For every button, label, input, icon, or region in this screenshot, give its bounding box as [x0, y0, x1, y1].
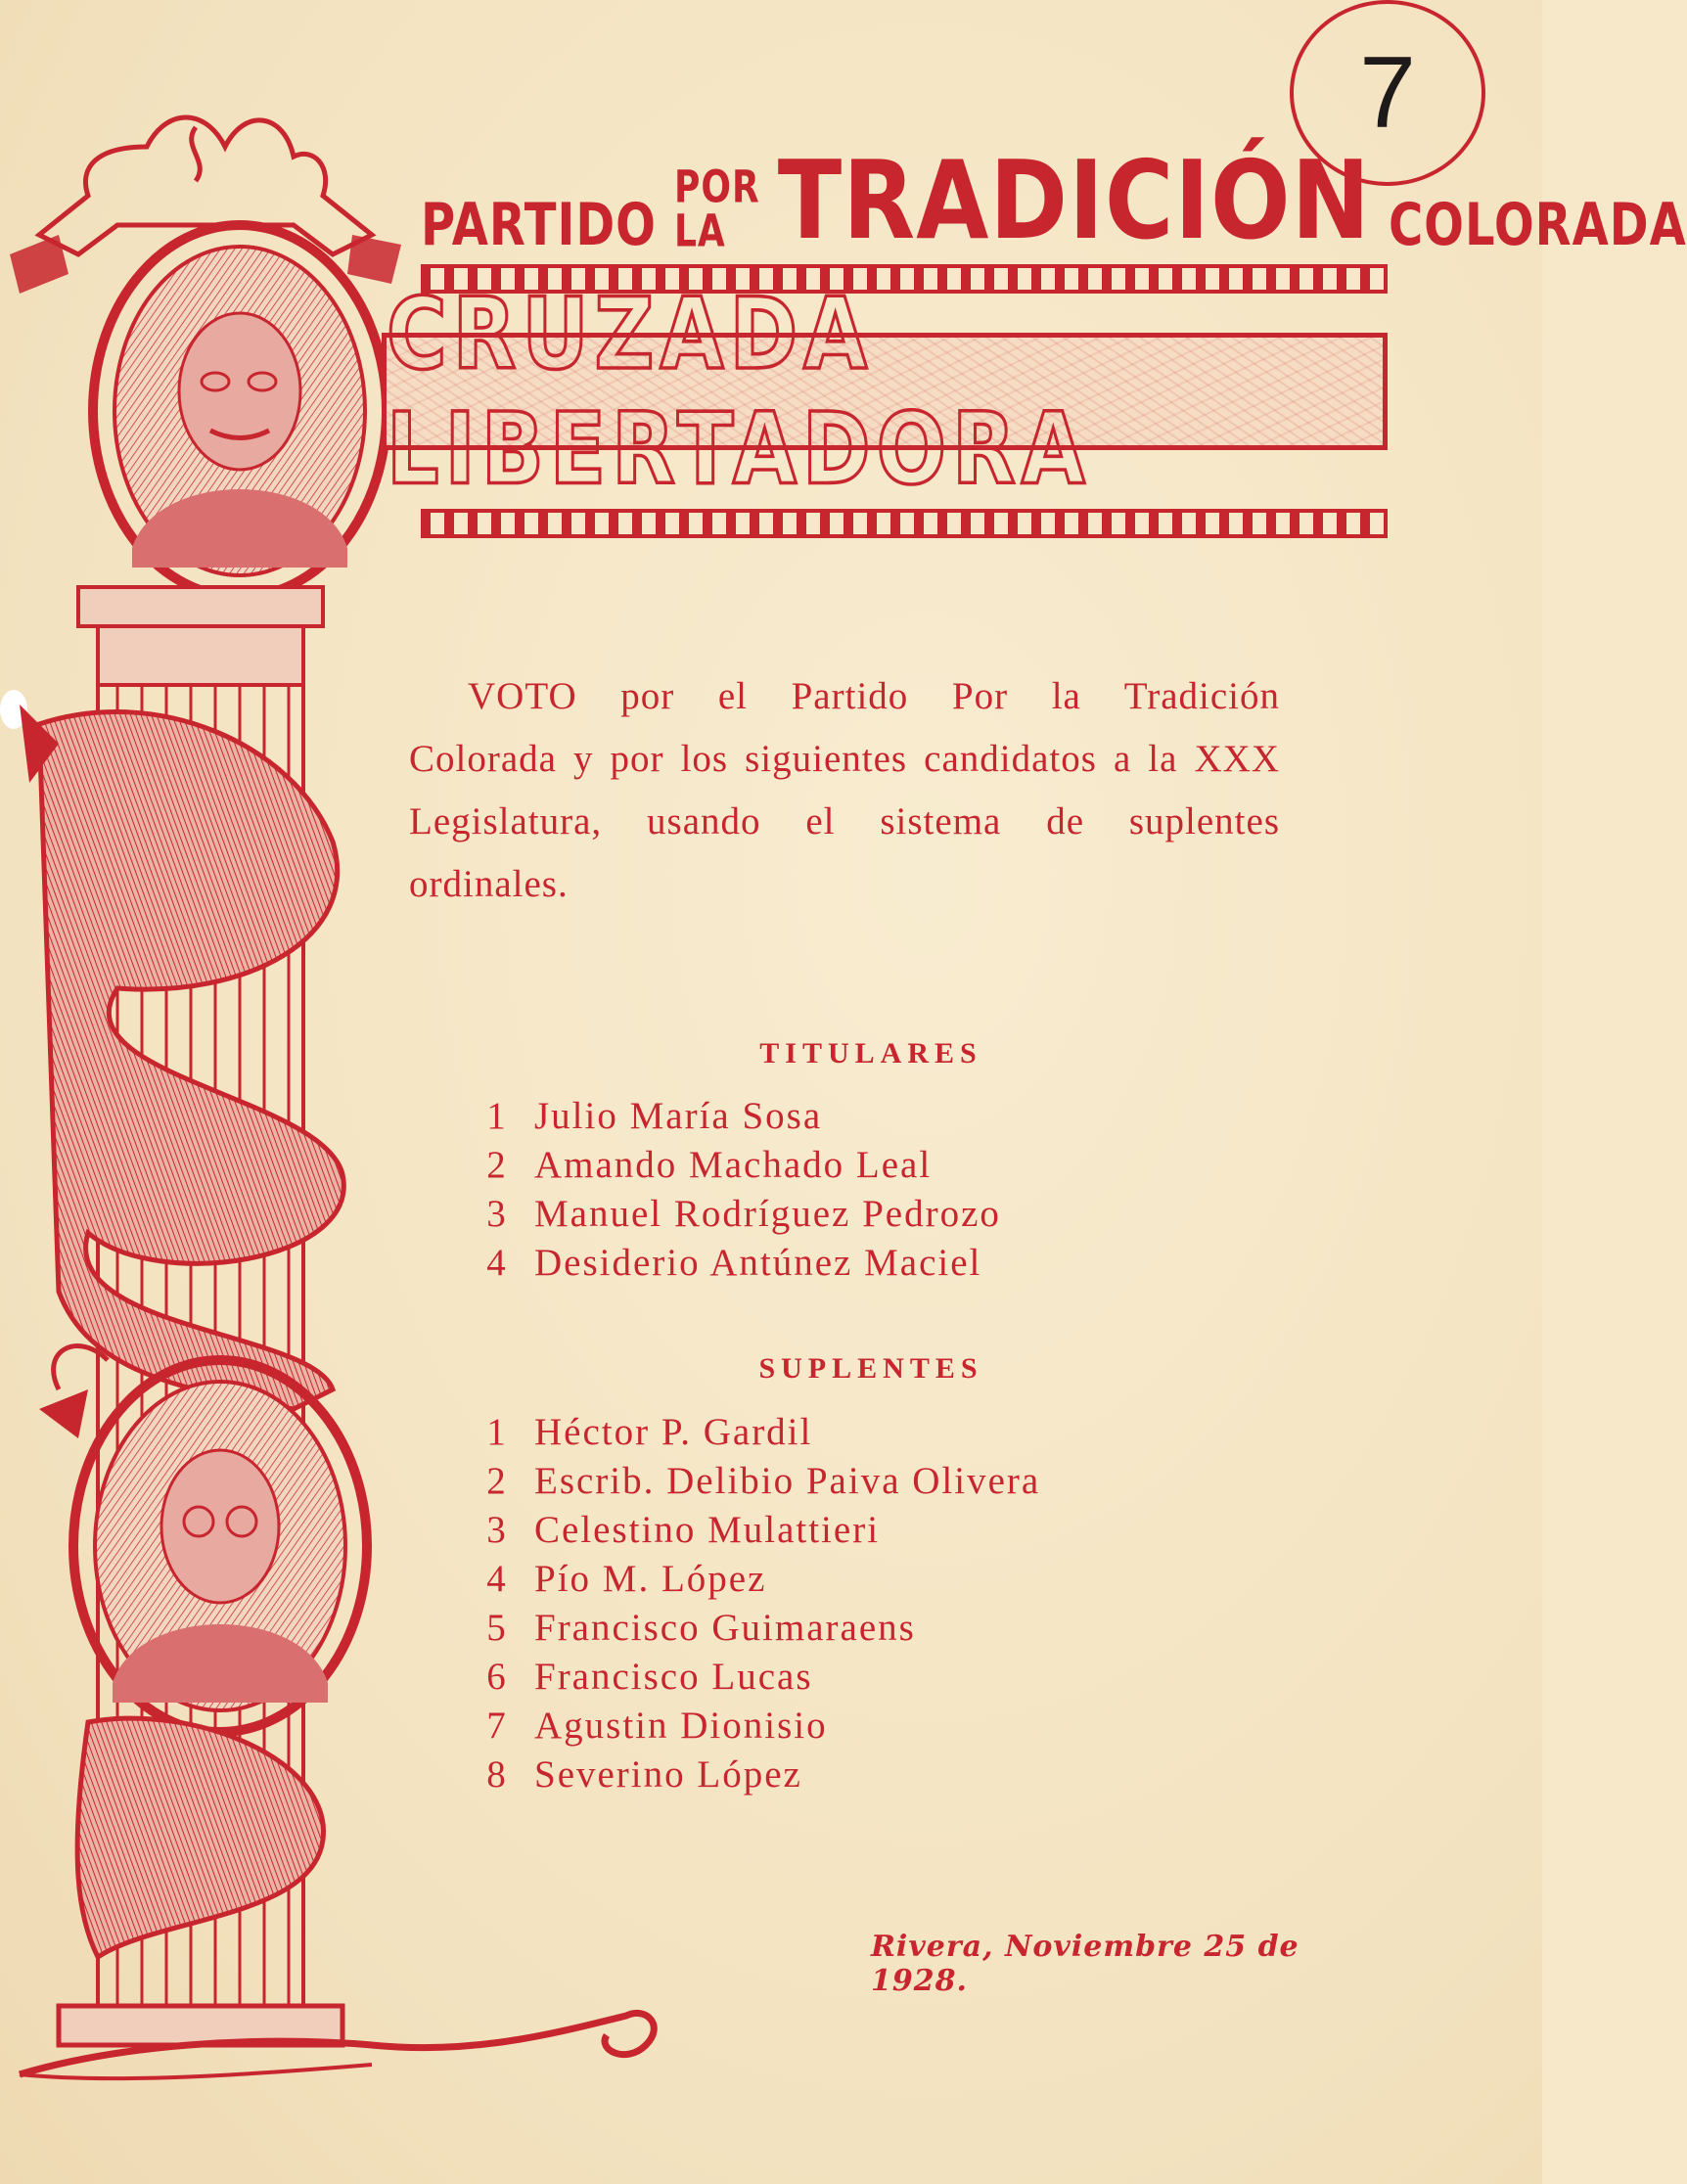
- vote-statement-initial: V: [468, 675, 497, 717]
- item-number: 2: [486, 1143, 508, 1186]
- list-item: [460, 1189, 1001, 1238]
- candidate-name: Severino López: [534, 1752, 802, 1796]
- suplentes-title: SUPLENTES: [758, 1352, 983, 1385]
- party-name-heading: [421, 127, 1687, 264]
- item-number: 1: [486, 1410, 508, 1453]
- candidate-name: Agustin Dionisio: [534, 1704, 828, 1747]
- heading-word-por-la: POR LA: [673, 162, 760, 257]
- item-number: 4: [486, 1557, 508, 1600]
- titulares-list: [460, 1091, 1001, 1287]
- titulares-title: TITULARES: [759, 1037, 982, 1069]
- list-item: [460, 1505, 1040, 1554]
- list-item: [460, 1140, 1001, 1189]
- candidate-name: Escrib. Delibio Paiva Olivera: [534, 1459, 1041, 1502]
- list-item: [460, 1701, 1040, 1750]
- item-number: 8: [486, 1752, 508, 1796]
- heading-word-colorada: COLORADA: [1388, 191, 1687, 259]
- list-item: [460, 1456, 1040, 1505]
- list-item: [460, 1407, 1040, 1456]
- candidate-name: Pío M. López: [534, 1557, 767, 1600]
- list-item: [460, 1091, 1001, 1140]
- ornamental-band-bottom: [421, 509, 1388, 538]
- list-item: [460, 1603, 1040, 1652]
- candidate-name: Amando Machado Leal: [534, 1143, 933, 1186]
- list-item: [460, 1238, 1001, 1287]
- item-number: 3: [486, 1192, 508, 1235]
- item-number: 3: [486, 1508, 508, 1551]
- vote-statement: [409, 665, 1280, 916]
- vote-statement-text: OTO por el Partido Por la Tradición Colorada y por los siguientes candidatos a la XXX Legislatura, usando el sistema de suplentes ordinales.: [409, 675, 1280, 905]
- place-and-date: Rivera, Noviembre 25 de 1928.: [871, 1930, 1299, 1998]
- item-number: 7: [486, 1704, 508, 1747]
- item-number: 5: [486, 1606, 508, 1649]
- heading-word-tradicion: TRADICIÓN: [777, 137, 1371, 264]
- candidate-name: Héctor P. Gardil: [534, 1410, 813, 1453]
- banner-title: CRUZADA LIBERTADORA: [387, 276, 1091, 507]
- suplentes-list: [460, 1407, 1040, 1798]
- item-number: 6: [486, 1655, 508, 1698]
- ornamental-column-illustration: [0, 0, 411, 2184]
- candidate-name: Manuel Rodríguez Pedrozo: [534, 1192, 1001, 1235]
- item-number: 4: [486, 1241, 508, 1284]
- ballot-number: 7: [1359, 35, 1416, 150]
- heading-word-partido: PARTIDO: [421, 191, 657, 259]
- candidate-name: Francisco Lucas: [534, 1655, 813, 1698]
- item-number: 2: [486, 1459, 508, 1502]
- list-item: [460, 1652, 1040, 1701]
- cruzada-banner: [382, 276, 1388, 507]
- candidate-name: Desiderio Antúnez Maciel: [534, 1241, 982, 1284]
- candidate-name: Julio María Sosa: [534, 1094, 823, 1137]
- candidate-name: Celestino Mulattieri: [534, 1508, 881, 1551]
- candidate-name: Francisco Guimaraens: [534, 1606, 916, 1649]
- item-number: 1: [486, 1094, 508, 1137]
- list-item: [460, 1554, 1040, 1603]
- list-item: [460, 1750, 1040, 1798]
